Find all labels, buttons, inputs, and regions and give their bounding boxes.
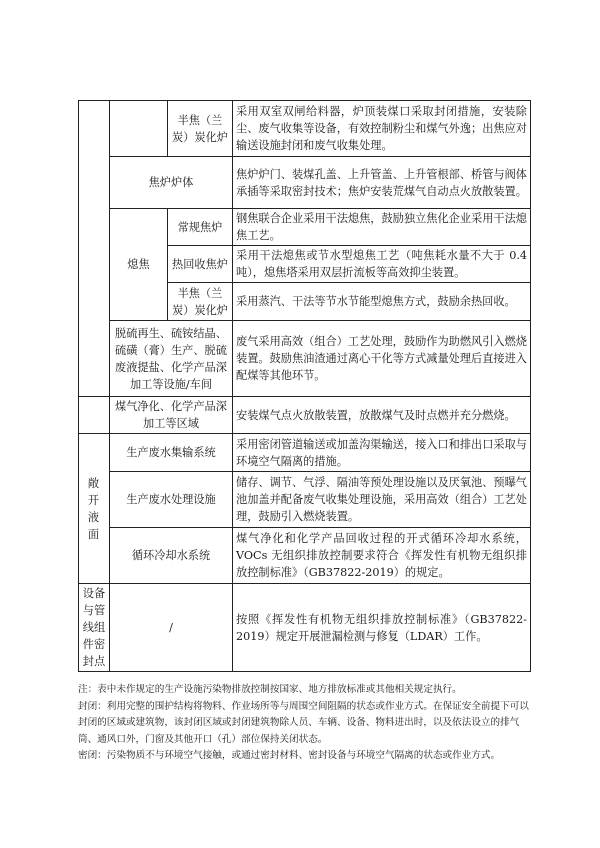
control-measure: 储存、调节、气浮、隔油等预处理设施以及厌氧池、预曝气池加盖并配备废气收集处理设施，采用高效（组合）工艺处理，鼓励引入燃烧装置。 bbox=[233, 472, 531, 528]
facility-name: / bbox=[110, 584, 233, 672]
facility-name: 常规焦炉 bbox=[168, 209, 233, 246]
category-cell-continued bbox=[79, 101, 110, 397]
control-measure: 焦炉炉门、装煤孔盖、上升管盖、上升管根部、桥管与阀体承插等采取密封技术；焦炉安装荒煤气自动点火放散装置。 bbox=[233, 157, 531, 209]
table-row bbox=[79, 157, 531, 209]
group-label-equipment-seals: 设备与管线组件密封点 bbox=[79, 584, 110, 672]
table-row bbox=[79, 397, 531, 434]
table-notes bbox=[78, 682, 530, 765]
group-label-open-liquid: 敞开液面 bbox=[79, 434, 110, 584]
control-measure: 钢焦联合企业采用干法熄焦，鼓励独立焦化企业采用干法熄焦工艺。 bbox=[233, 209, 531, 246]
table-row bbox=[79, 584, 531, 672]
emission-control-table bbox=[78, 100, 531, 672]
facility-name: 生产废水集输系统 bbox=[110, 434, 233, 472]
control-measure: 采用双室双闸给料器，炉顶装煤口采取封闭措施，安装除尘、废气收集等设备，有效控制粉尘和煤气外逸；出焦应对输送设施封闭和废气收集处理。 bbox=[233, 101, 531, 157]
control-measure: 废气采用高效（组合）工艺处理，鼓励作为助燃风引入燃烧装置。鼓励焦油渣通过离心干化等方式减量处理后直接进入配煤等其他环节。 bbox=[233, 321, 531, 397]
facility-name: 半焦（兰炭）炭化炉 bbox=[168, 283, 233, 321]
control-measure: 采用干法熄焦或节水型熄焦工艺（吨焦耗水量不大于 0.4 吨），熄焦塔采用双层折流板等高效抑尘装置。 bbox=[233, 246, 531, 283]
note-scope: 注：表中未作规定的生产设施污染物排放控制按国家、地方排放标准或其他相关规定执行。 bbox=[78, 684, 462, 695]
facility-name: 循环冷却水系统 bbox=[110, 528, 233, 584]
subcategory-cell-empty bbox=[110, 101, 168, 157]
table-row bbox=[79, 528, 531, 584]
table-row bbox=[79, 434, 531, 472]
table-row bbox=[79, 101, 531, 157]
facility-name: 焦炉炉体 bbox=[110, 157, 233, 209]
facility-name: 热回收焦炉 bbox=[168, 246, 233, 283]
control-measure: 采用密闭管道输送或加盖沟渠输送，接入口和排出口采取与环境空气隔离的措施。 bbox=[233, 434, 531, 472]
group-label-quenching: 熄焦 bbox=[110, 209, 168, 321]
facility-name: 煤气净化、化学产品深加工等区域 bbox=[110, 397, 233, 434]
control-measure: 按照《挥发性有机物无组织排放控制标准》（GB37822-2019）规定开展泄漏检测与修复（LDAR）工作。 bbox=[233, 584, 531, 672]
facility-name: 生产废水处理设施 bbox=[110, 472, 233, 528]
table-row bbox=[79, 321, 531, 397]
note-sealed-definition: 密闭：污染物质不与环境空气接触，或通过密封材料、密封设备与环境空气隔离的状态或作业方式。 bbox=[78, 750, 501, 762]
table-row bbox=[79, 472, 531, 528]
facility-name: 半焦（兰炭）炭化炉 bbox=[168, 101, 233, 157]
table-row bbox=[79, 209, 531, 246]
category-cell-continued bbox=[79, 397, 110, 434]
note-enclosed-definition: 封闭：利用完整的围护结构将物料、作业场所等与周围空间阻隔的状态或作业方式。在保证安全前提下可以封闭的区域或建筑物，该封闭区域或封闭建筑物除人员、车辆、设备、物料进出时，以及依法设立的排气筒、通风口外，门窗及其他开口（孔）部位保持关闭状态。 bbox=[78, 700, 529, 745]
control-measure: 煤气净化和化学产品回收过程的开式循环冷却水系统，VOCs 无组织排放控制要求符合《挥发性有机物无组织排放控制标准》（GB37822-2019）的规定。 bbox=[233, 528, 531, 584]
facility-name: 脱硫再生、硫铵结晶、硫磺（膏）生产、脱硫废液提盐、化学产品深加工等设施/车间 bbox=[110, 321, 233, 397]
control-measure: 采用蒸汽、干法等节水节能型熄焦方式，鼓励余热回收。 bbox=[233, 283, 531, 321]
control-measure: 安装煤气点火放散装置，放散煤气及时点燃并充分燃烧。 bbox=[233, 397, 531, 434]
